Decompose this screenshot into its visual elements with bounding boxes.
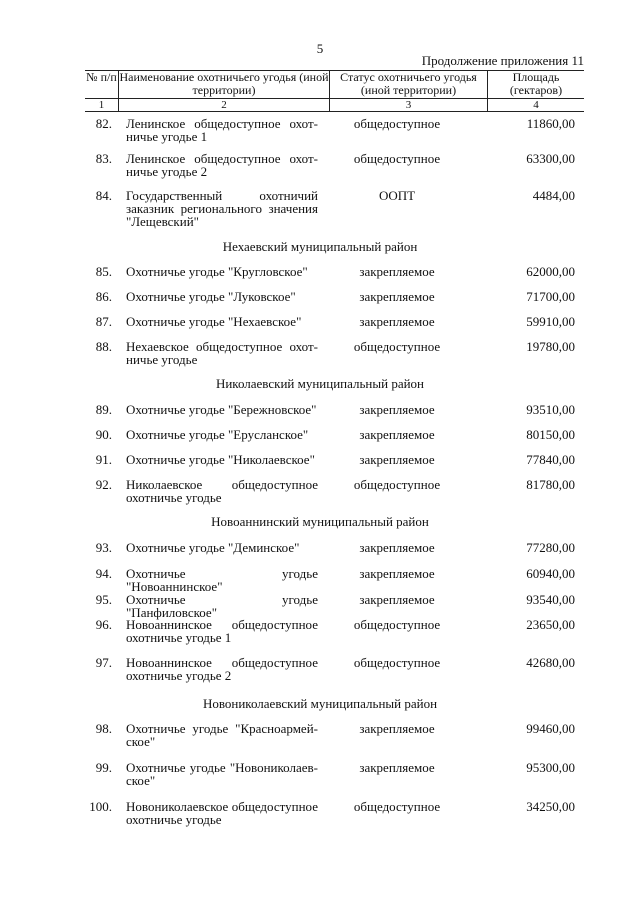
row-name: Новоаннинское общедоступное охотничье угодье 2	[126, 655, 318, 683]
row-area: 23650,00	[526, 617, 575, 632]
row-status: закрепляемое	[359, 314, 435, 329]
row-area: 80150,00	[526, 427, 575, 442]
row-number: 97.	[95, 655, 112, 670]
row-name: Охотничье угодье "Бережновское"	[126, 402, 317, 417]
row-status: закрепляемое	[359, 427, 435, 442]
row-status: общедоступное	[353, 116, 441, 131]
row-status: закрепляемое	[359, 402, 435, 417]
header-status: Статус охотничьего угодья (иной территории)	[330, 70, 488, 98]
header-index-3: 3	[330, 98, 488, 112]
row-area: 81780,00	[526, 477, 575, 492]
row-area: 93540,00	[526, 592, 575, 607]
row-status: общедоступное	[353, 339, 441, 354]
header-index-1: 1	[85, 98, 119, 112]
row-number: 85.	[95, 264, 112, 279]
row-number: 98.	[95, 721, 112, 736]
row-name: Государственный охотничий заказник регионального значения "Лещевский"	[126, 188, 318, 229]
row-area: 62000,00	[526, 264, 575, 279]
row-name: Охотничье угодье "Николаевское"	[126, 452, 315, 467]
row-status: общедоступное	[353, 477, 441, 492]
row-number: 83.	[95, 151, 112, 166]
row-status: закрепляемое	[359, 289, 435, 304]
row-name: Ленинское общедоступное охот-ничье угодье 1	[126, 116, 318, 144]
row-number: 87.	[95, 314, 112, 329]
header-name: Наименование охотничьего угодья (иной территории)	[119, 70, 329, 97]
row-area: 77280,00	[526, 540, 575, 555]
row-name: Охотничье угодье "Ерусланское"	[126, 427, 309, 442]
header-area: Площадь (гектаров)	[488, 70, 584, 98]
row-name: Охотничье угодье "Красноармей-ское"	[126, 721, 318, 749]
row-name: Ленинское общедоступное охот-ничье угодье 2	[126, 151, 318, 179]
row-status: общедоступное	[353, 799, 441, 814]
row-status: общедоступное	[353, 617, 441, 632]
district-heading: Николаевский муниципальный район	[215, 376, 425, 391]
row-name: Охотничье угодье "Нехаевское"	[126, 314, 302, 329]
row-status: закрепляемое	[359, 721, 435, 736]
row-number: 88.	[95, 339, 112, 354]
row-number: 89.	[95, 402, 112, 417]
row-number: 92.	[95, 477, 112, 492]
header-num: № п/п	[85, 70, 119, 98]
row-name: Охотничье угодье "Деминское"	[126, 540, 300, 555]
row-status: ООПТ	[378, 188, 416, 203]
row-name: Охотничье угодье "Новоаннинское"	[126, 566, 318, 594]
row-number: 96.	[95, 617, 112, 632]
row-number: 90.	[95, 427, 112, 442]
header-index-2: 2	[119, 98, 330, 112]
row-name: Новониколаевское общедоступное охотничье угодье	[126, 799, 318, 827]
continuation-note: Продолжение приложения 11	[421, 53, 584, 68]
row-area: 4484,00	[532, 188, 575, 203]
row-number: 94.	[95, 566, 112, 581]
row-number: 91.	[95, 452, 112, 467]
table-header	[85, 70, 584, 112]
row-status: закрепляемое	[359, 760, 435, 775]
row-area: 95300,00	[526, 760, 575, 775]
row-area: 42680,00	[526, 655, 575, 670]
row-area: 60940,00	[526, 566, 575, 581]
row-number: 93.	[95, 540, 112, 555]
row-area: 99460,00	[526, 721, 575, 736]
row-status: закрепляемое	[359, 540, 435, 555]
row-name: Охотничье угодье "Луковское"	[126, 289, 296, 304]
row-area: 34250,00	[526, 799, 575, 814]
row-area: 11860,00	[526, 116, 575, 131]
row-area: 71700,00	[526, 289, 575, 304]
row-area: 63300,00	[526, 151, 575, 166]
header-index-4: 4	[488, 98, 584, 112]
row-number: 95.	[95, 592, 112, 607]
row-name: Новоаннинское общедоступное охотничье угодье 1	[126, 617, 318, 645]
row-name: Нехаевское общедоступное охот-ничье угодье	[126, 339, 318, 367]
row-number: 84.	[95, 188, 112, 203]
row-number: 100.	[89, 799, 112, 814]
row-name: Охотничье угодье "Новониколаев-ское"	[126, 760, 318, 788]
row-status: общедоступное	[353, 151, 441, 166]
row-number: 82.	[95, 116, 112, 131]
row-number: 86.	[95, 289, 112, 304]
row-status: закрепляемое	[359, 264, 435, 279]
district-heading: Новоаннинский муниципальный район	[211, 514, 429, 529]
page-number: 5	[316, 41, 324, 56]
row-area: 19780,00	[526, 339, 575, 354]
row-name: Охотничье угодье "Кругловское"	[126, 264, 308, 279]
row-status: закрепляемое	[359, 566, 435, 581]
row-status: общедоступное	[353, 655, 441, 670]
row-status: закрепляемое	[359, 592, 435, 607]
row-status: закрепляемое	[359, 452, 435, 467]
row-name: Охотничье угодье "Панфиловское"	[126, 592, 318, 620]
row-number: 99.	[95, 760, 112, 775]
row-area: 59910,00	[526, 314, 575, 329]
district-heading: Новониколаевский муниципальный район	[202, 696, 438, 711]
row-area: 93510,00	[526, 402, 575, 417]
district-heading: Нехаевский муниципальный район	[222, 239, 418, 254]
row-name: Николаевское общедоступное охотничье угодье	[126, 477, 318, 505]
row-area: 77840,00	[526, 452, 575, 467]
